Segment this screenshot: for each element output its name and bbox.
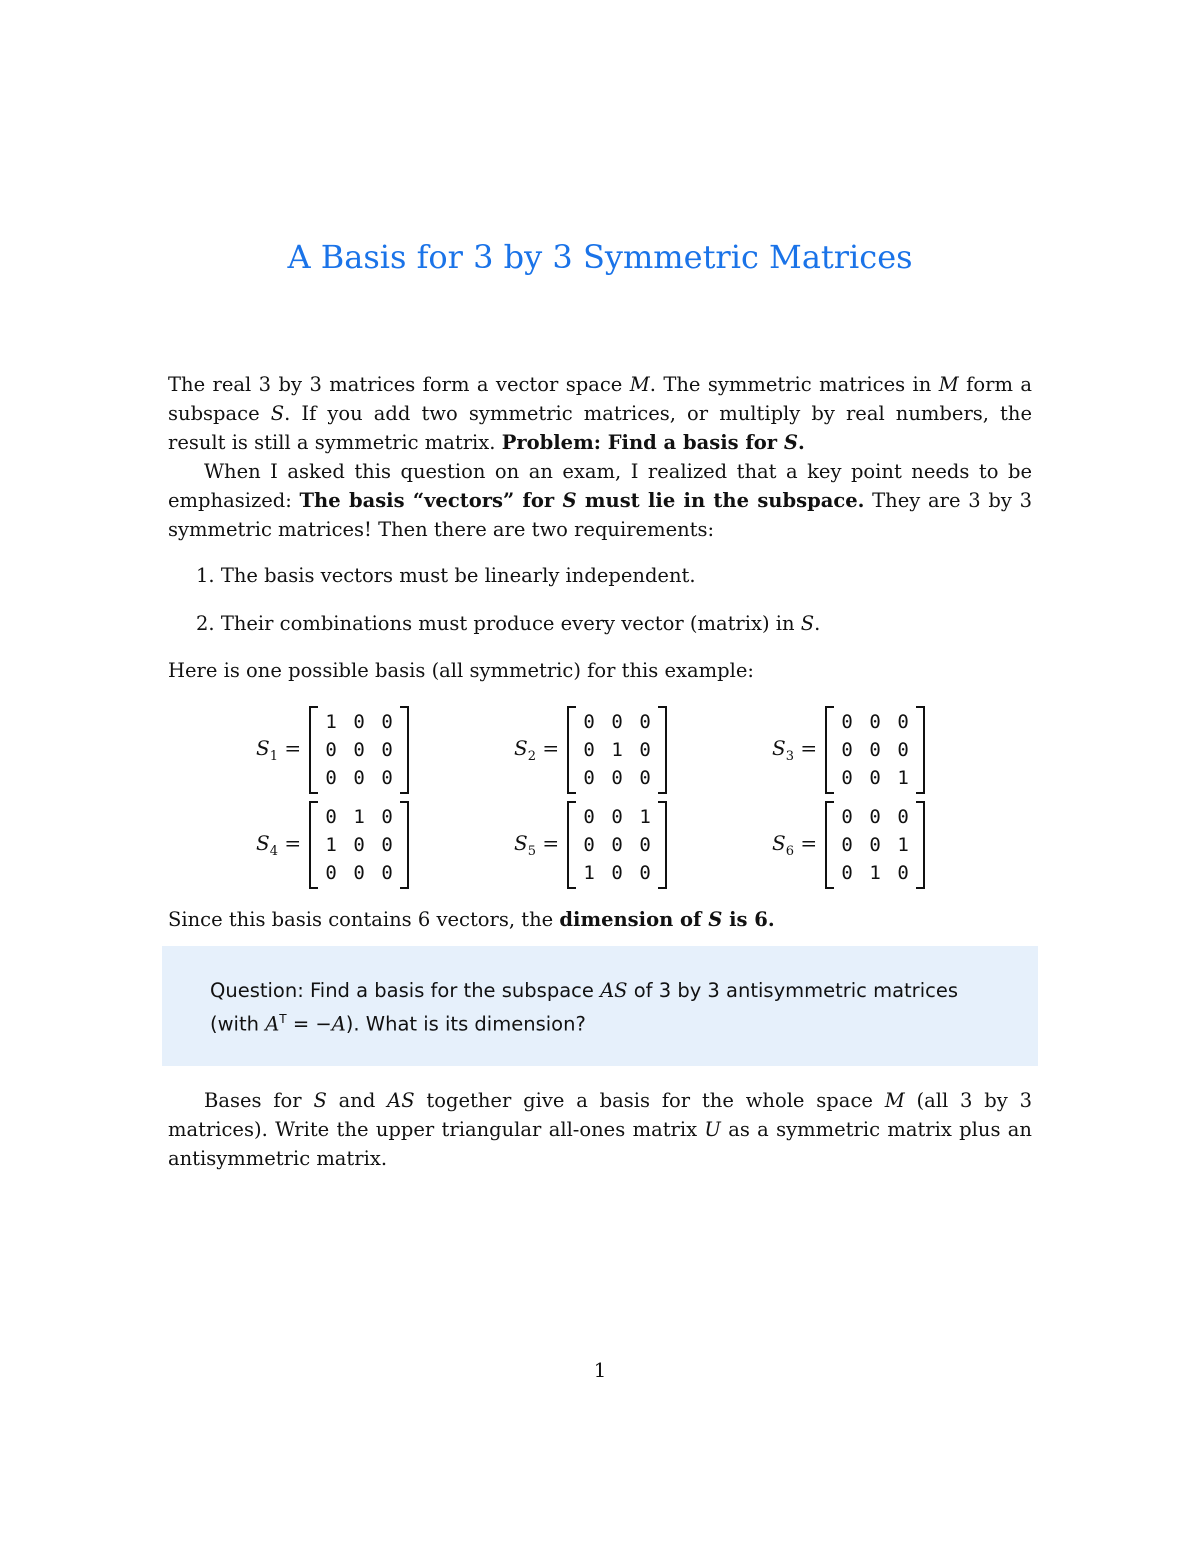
page-title: A Basis for 3 by 3 Symmetric Matrices xyxy=(287,238,913,276)
requirements-list xyxy=(196,561,1016,590)
matrix-grid: 0 0 0 0 1 0 0 0 0 xyxy=(567,706,667,794)
matrix-s1: $S_1$ = 1 0 0 0 0 0 0 0 0 xyxy=(256,705,409,795)
matrix-s2: $S_2$ = 0 0 0 0 1 0 0 0 0 xyxy=(514,705,667,795)
matrix-s3: $S_3$ = 0 0 0 0 0 0 0 0 1 xyxy=(772,705,925,795)
question-box xyxy=(162,946,1038,1066)
matrix-grid: 1 0 0 0 0 0 0 0 0 xyxy=(309,706,409,794)
basis-intro: Here is one possible basis (all symmetric) for this example: xyxy=(168,659,754,682)
matrix-grid: 0 0 1 0 0 0 1 0 0 xyxy=(567,801,667,889)
question-text: Question: Find a basis for the subspace AS of 3 by 3 antisymmetric matrices (with $A^T = -A$). What is its dimension? xyxy=(210,979,958,1036)
requirements-list-2 xyxy=(196,609,1016,638)
page-number: 1 xyxy=(593,1358,607,1382)
matrix-s4: $S_4$ = 0 1 0 1 0 0 0 0 0 xyxy=(256,800,409,890)
intro-paragraph: The real 3 by 3 matrices form a vector space M. The symmetric matrices in M form a subspace S. If you add two symmetric matrices, or multiply by real numbers, the result is still a symmetric matrix. Problem: Find a basis for S. xyxy=(168,373,1032,454)
list-item: 2. Their combinations must produce every vector (matrix) in S. xyxy=(196,612,821,635)
matrix-s6: $S_6$ = 0 0 0 0 0 1 0 1 0 xyxy=(772,800,925,890)
list-item: 1. The basis vectors must be linearly independent. xyxy=(196,564,696,587)
matrix-grid: 0 0 0 0 0 1 0 1 0 xyxy=(825,801,925,889)
problem-statement: Problem: Find a basis for xyxy=(501,431,784,454)
intro-paragraphs xyxy=(168,370,1032,544)
key-point-paragraph: When I asked this question on an exam, I realized that a key point needs to be emphasized: The basis “vectors” for S must lie in the subspace. They are 3 by 3 symmetric matrices! Then there are two requirements: xyxy=(168,460,1032,541)
dimension-statement: Since this basis contains 6 vectors, the dimension of S is 6. xyxy=(168,908,775,931)
basis-matrices xyxy=(168,705,1032,895)
matrix-s5: $S_5$ = 0 0 1 0 0 0 1 0 0 xyxy=(514,800,667,890)
closing-paragraph: Bases for S and AS together give a basis for the whole space M (all 3 by 3 matrices). Write the upper triangular all-ones matrix U as a symmetric matrix plus an antisymmetric matrix. xyxy=(168,1089,1032,1170)
matrix-grid: 0 1 0 1 0 0 0 0 0 xyxy=(309,801,409,889)
matrix-grid: 0 0 0 0 0 0 0 0 1 xyxy=(825,706,925,794)
